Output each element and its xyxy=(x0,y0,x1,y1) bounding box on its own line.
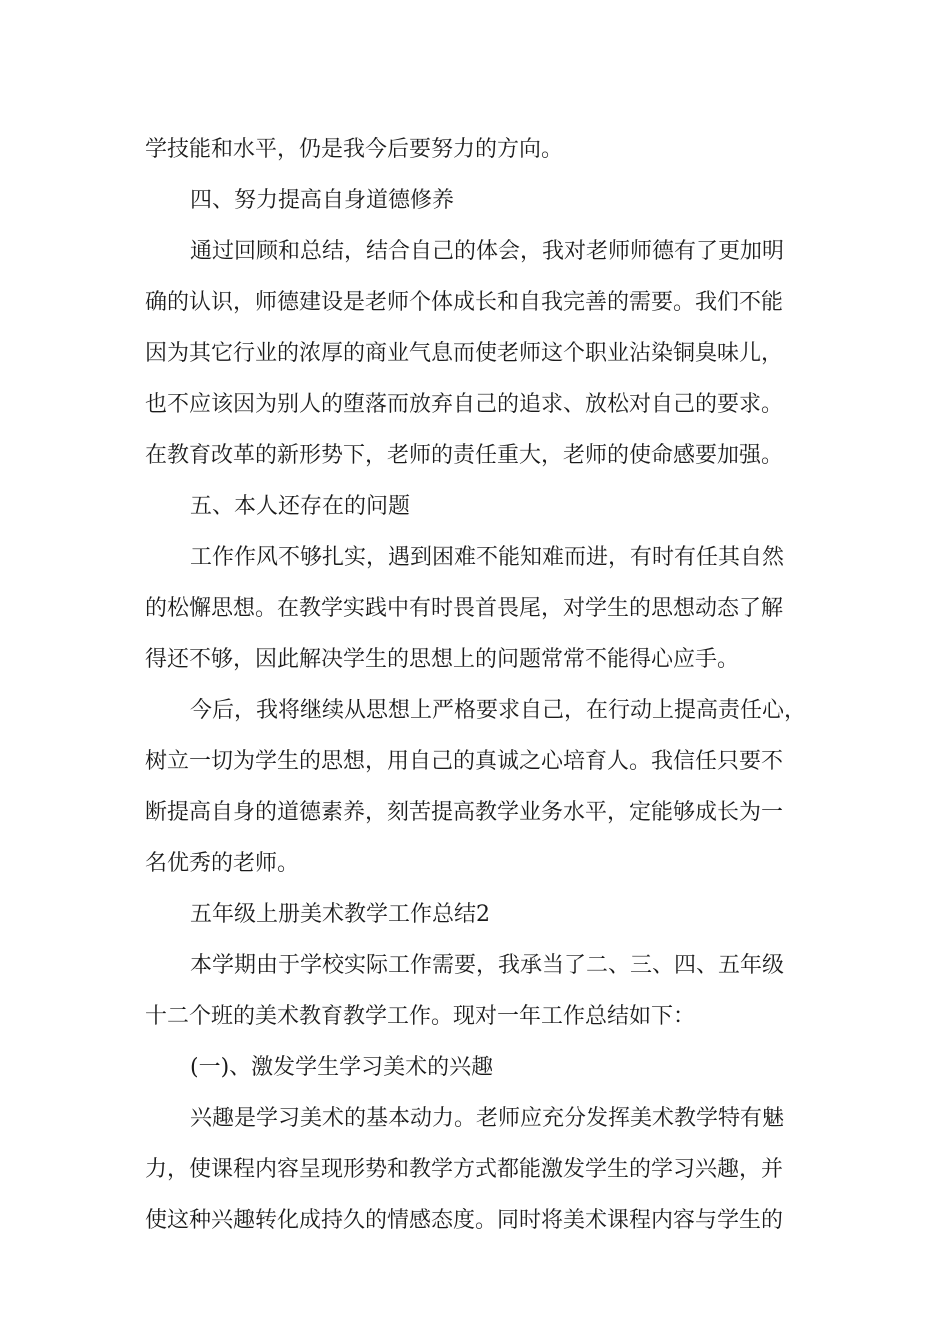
paragraph-line: 通过回顾和总结，结合自己的体会，我对老师师德有了更加明 xyxy=(190,239,785,264)
paragraph-line: 确的认识，师德建设是老师个体成长和自我完善的需要。我们不能 xyxy=(145,290,784,315)
paragraph-line: 今后，我将继续从思想上严格要求自己，在行动上提高责任心， xyxy=(190,698,807,723)
section-heading: 五、本人还存在的问题 xyxy=(190,494,411,519)
paragraph-line: 工作作风不够扎实，遇到困难不能知难而进，有时有任其自然 xyxy=(190,545,785,570)
section-heading: 四、努力提高自身道德修养 xyxy=(190,188,455,213)
paragraph-line: 本学期由于学校实际工作需要，我承当了二、三、四、五年级 xyxy=(190,953,785,978)
paragraph-line: 在教育改革的新形势下，老师的责任重大，老师的使命感要加强。 xyxy=(145,443,784,468)
paragraph-line: 使这种兴趣转化成持久的情感态度。同时将美术课程内容与学生的 xyxy=(145,1208,784,1233)
paragraph-line: 的松懈思想。在教学实践中有时畏首畏尾，对学生的思想动态了解 xyxy=(145,596,784,621)
document-title: 五年级上册美术教学工作总结2 xyxy=(190,902,490,927)
section-heading: (一)、激发学生学习美术的兴趣 xyxy=(190,1055,494,1080)
paragraph-line: 力，使课程内容呈现形势和教学方式都能激发学生的学习兴趣，并 xyxy=(145,1157,784,1182)
paragraph-line: 十二个班的美术教育教学工作。现对一年工作总结如下： xyxy=(145,1004,696,1029)
paragraph-line: 名优秀的老师。 xyxy=(145,851,300,876)
paragraph-line: 得还不够，因此解决学生的思想上的问题常常不能得心应手。 xyxy=(145,647,740,672)
paragraph-line: 断提高自身的道德素养，刻苦提高教学业务水平，定能够成长为一 xyxy=(145,800,784,825)
paragraph-line: 树立一切为学生的思想，用自己的真诚之心培育人。我信任只要不 xyxy=(145,749,784,774)
paragraph-line: 也不应该因为别人的堕落而放弃自己的追求、放松对自己的要求。 xyxy=(145,392,784,417)
paragraph-line: 兴趣是学习美术的基本动力。老师应充分发挥美术教学特有魅 xyxy=(190,1106,785,1131)
paragraph-line: 因为其它行业的浓厚的商业气息而使老师这个职业沾染铜臭味儿， xyxy=(145,341,784,366)
paragraph-line: 学技能和水平，仍是我今后要努力的方向。 xyxy=(145,137,564,162)
